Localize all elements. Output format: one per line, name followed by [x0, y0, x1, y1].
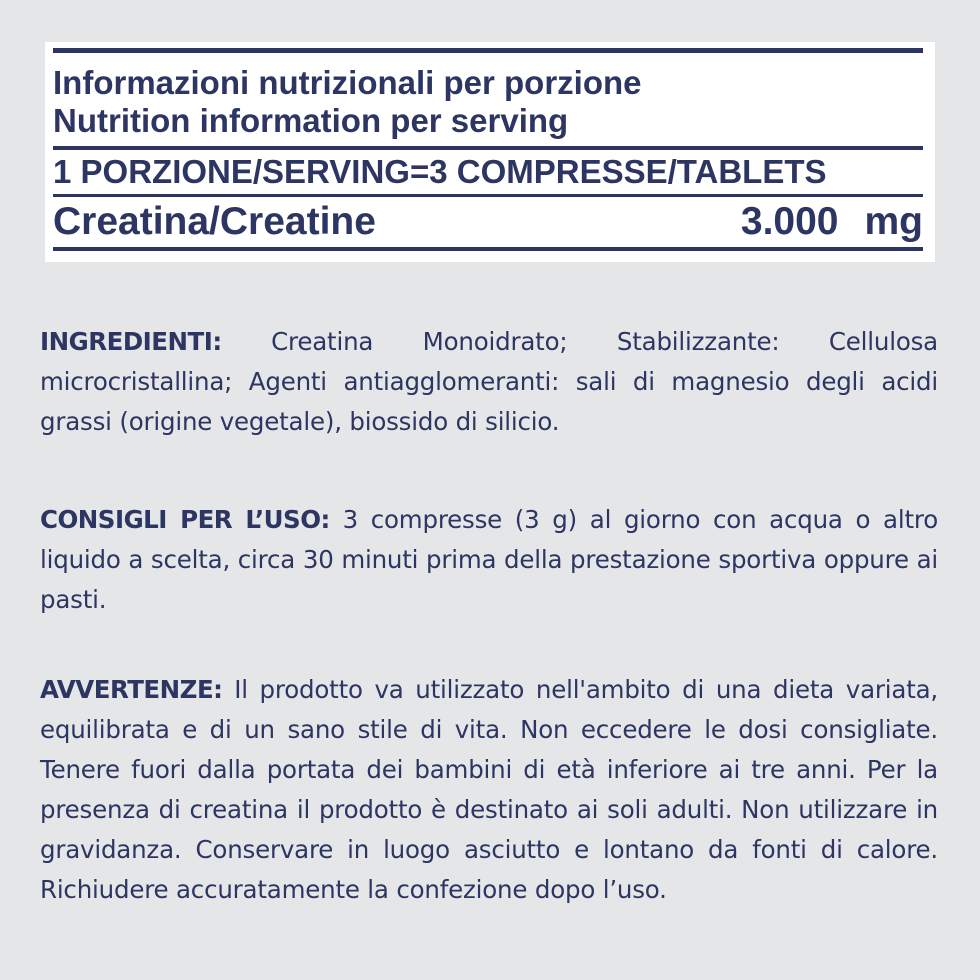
nutrient-row-creatine [53, 197, 923, 247]
ingredients-text: Creatina Monoidrato; Stabilizzante: Cellulosa microcristallina; Agenti antiagglomeranti: sali di magnesio degli acidi grassi (origine vegetale), biossido di silicio. [40, 327, 938, 436]
usage-paragraph [40, 500, 938, 620]
warnings-text: Il prodotto va utilizzato nell'ambito di una dieta variata, equilibrata e di un sano stile di vita. Non eccedere le dosi consigliate. Tenere fuori dalla portata dei bambini di età inferiore ai tre anni. Per la presenza di creatina il prodotto è destinato ai soli adulti. Non utilizzare in gravidanza. Conservare in luogo asciutto e lontano da fonti di calore. Richiudere accuratamente la confezione dopo l’uso. [40, 675, 939, 904]
nutrient-value: 3.000 [740, 200, 839, 243]
warnings-paragraph [40, 670, 938, 910]
bottom-rule [53, 247, 923, 251]
nutrition-title-en: Nutrition information per serving [53, 102, 569, 139]
warnings-label: AVVERTENZE: [40, 675, 223, 704]
nutrition-panel [45, 42, 935, 262]
nutrition-table [53, 48, 923, 251]
nutrition-title-it: Informazioni nutrizionali per porzione [53, 64, 642, 101]
usage-text: 3 compresse (3 g) al giorno con acqua o altro liquido a scelta, circa 30 minuti prima della prestazione sportiva oppure ai pasti. [40, 505, 938, 614]
nutrition-title [53, 53, 923, 146]
nutrient-amount [741, 197, 923, 247]
serving-size: 1 PORZIONE/SERVING=3 COMPRESSE/TABLETS [53, 153, 827, 190]
nutrient-unit: mg [864, 200, 923, 243]
ingredients-paragraph [40, 322, 938, 442]
nutrient-name: Creatina/Creatine [53, 200, 376, 243]
usage-label: CONSIGLI PER L’USO: [40, 505, 330, 534]
ingredients-label: INGREDIENTI: [40, 327, 222, 356]
